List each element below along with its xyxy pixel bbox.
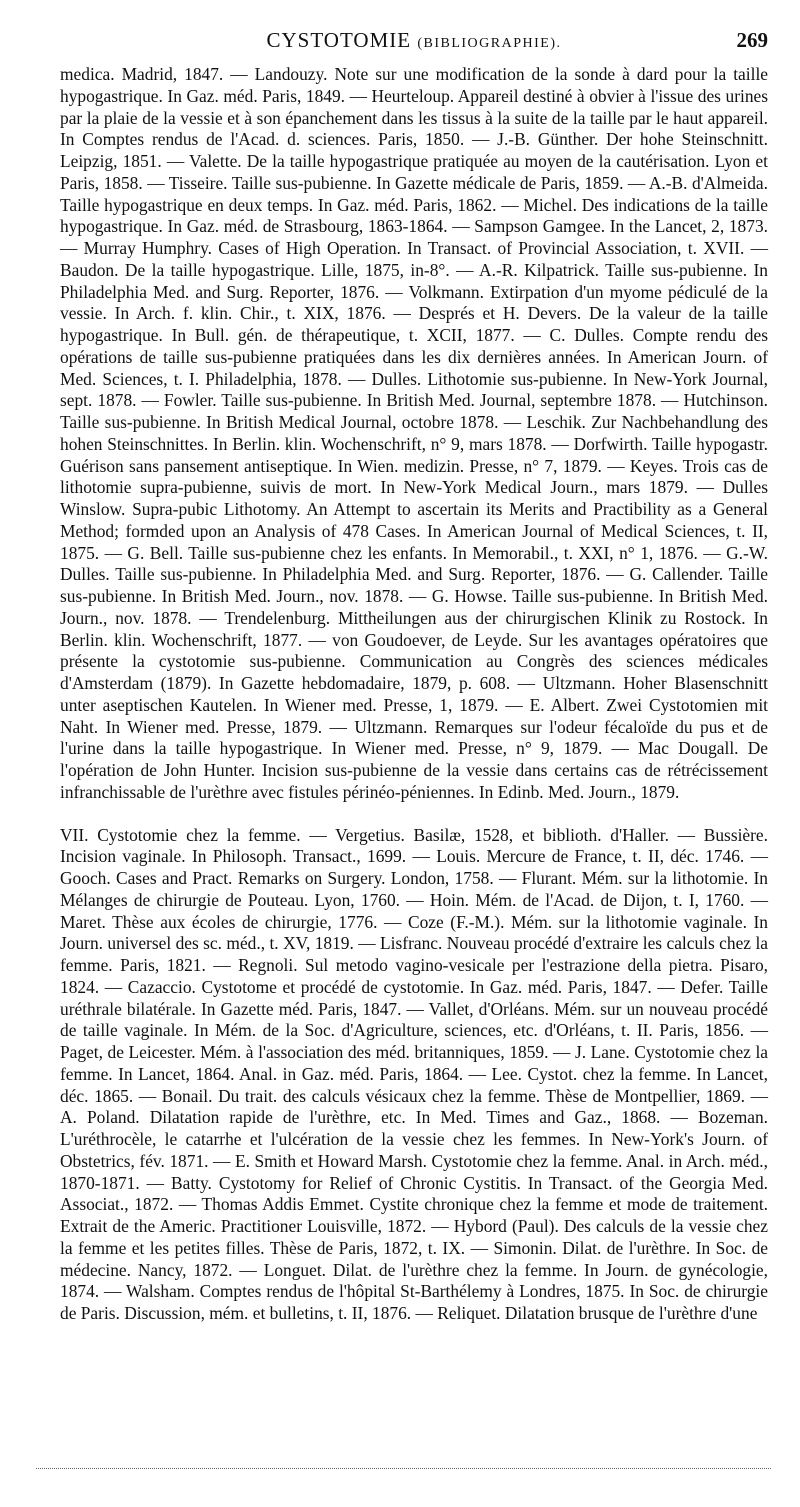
bibliography-body — [60, 64, 768, 1325]
section-vii-paragraph: VII. Cystotomie chez la femme. — Vergetius. Basilæ, 1528, et biblioth. d'Haller. — Bussière. Incision vaginale. In Philosoph. Transact., 1699. — Louis. Mercure de France, t. II, déc. 1746. — Gooch. Cases and Pract. Remarks on Surgery. London, 1758. — Flurant. Mém. sur la lithotomie. In Mélanges de chirurgie de Pouteau. Lyon, 1760. — Hoin. Mém. de l'Acad. de Dijon, t. I, 1760. — Maret. Thèse aux écoles de chirurgie, 1776. — Coze (F.-M.). Mém. sur la lithotomie vaginale. In Journ. universel des sc. méd., t. XV, 1819. — Lisfranc. Nouveau procédé d'extraire les calculs chez la femme. Paris, 1821. — Regnoli. Sul metodo vagino-vesicale per l'estrazione della pietra. Pisaro, 1824. — Cazaccio. Cystotome et procédé de cystotomie. In Gaz. méd. Paris, 1847. — Defer. Taille uréthrale bilatérale. In Gazette méd. Paris, 1847. — Vallet, d'Orléans. Mém. sur un nouveau procédé de taille vaginale. In Mém. de la Soc. d'Agriculture, sciences, etc. d'Orléans, t. II. Paris, 1856. — Paget, de Leicester. Mém. à l'association des méd. britanniques, 1859. — J. Lane. Cystotomie chez la femme. In Lancet, 1864. Anal. in Gaz. méd. Paris, 1864. — Lee. Cystot. chez la femme. In Lancet, déc. 1865. — Bonail. Du trait. des calculs vésicaux chez la femme. Thèse de Montpellier, 1869. — A. Poland. Dilatation rapide de l'urèthre, etc. In Med. Times and Gaz., 1868. — Bozeman. L'uréthrocèle, le catarrhe et l'ulcération de la vessie chez les femmes. In New-York's Journ. of Obstetrics, fév. 1871. — E. Smith et Howard Marsh. Cystotomie chez la femme. Anal. in Arch. méd., 1870-1871. — Batty. Cystotomy for Relief of Chronic Cystitis. In Transact. of the Georgia Med. Associat., 1872. — Thomas Addis Emmet. Cystite chronique chez la femme et mode de traitement. Extrait de the Americ. Practitioner Louisville, 1872. — Hybord (Paul). Des calculs de la vessie chez la femme et les petites filles. Thèse de Paris, 1872, t. IX. — Simonin. Dilat. de l'urèthre. In Soc. de médecine. Nancy, 1872. — Longuet. Dilat. de l'urèthre chez la femme. In Journ. de gynécologie, 1874. — Walsham. Comptes rendus de l'hôpital St-Barthélemy à Londres, 1875. In Soc. de chirurgie de Paris. Discussion, mém. et bulletins, t. II, 1876. — Reliquet. Dilatation brusque de l'urèthre d'une — [60, 824, 768, 1323]
header-subtitle: (BIBLIOGRAPHIE). — [417, 36, 562, 51]
page-number: 269 — [736, 28, 768, 52]
running-title — [60, 28, 768, 53]
bibliography-paragraph: medica. Madrid, 1847. — Landouzy. Note sur une modification de la sonde à dard pour la taille hypogastrique. In Gaz. méd. Paris, 1849. — Heurteloup. Appareil destiné à obvier à l'issue des urines par la plaie de la vessie et à son épanchement dans les tissus à la suite de la taille par le haut appareil. In Comptes rendus de l'Acad. d. sciences. Paris, 1850. — J.-B. Günther. Der hohe Steinschnitt. Leipzig, 1851. — Valette. De la taille hypogastrique pratiquée au moyen de la cautérisation. Lyon et Paris, 1858. — Tisseire. Taille sus-pubienne. In Gazette médicale de Paris, 1859. — A.-B. d'Almeida. Taille hypogastrique en deux temps. In Gaz. méd. Paris, 1862. — Michel. Des indications de la taille hypogastrique. In Gaz. méd. de Strasbourg, 1863-1864. — Sampson Gamgee. In the Lancet, 2, 1873. — Murray Humphry. Cases of High Operation. In Transact. of Provincial Association, t. XVII. — Baudon. De la taille hypogastrique. Lille, 1875, in-8°. — A.-R. Kilpatrick. Taille sus-pubienne. In Philadelphia Med. and Surg. Reporter, 1876. — Volkmann. Extirpation d'un myome pédiculé de la vessie. In Arch. f. klin. Chir., t. XIX, 1876. — Després et H. Devers. De la valeur de la taille hypogastrique. In Bull. gén. de thérapeutique, t. XCII, 1877. — C. Dulles. Compte rendu des opérations de taille sus-pubienne pratiquées dans les dix dernières années. In American Journ. of Med. Sciences, t. I. Philadelphia, 1878. — Dulles. Lithotomie sus-pubienne. In New-York Journal, sept. 1878. — Fowler. Taille sus-pubienne. In British Med. Journal, septembre 1878. — Hutchinson. Taille sus-pubienne. In British Medical Journal, octobre 1878. — Leschik. Zur Nachbehandlung des hohen Steinschnittes. In Berlin. klin. Wochenschrift, n° 9, mars 1878. — Dorfwirth. Taille hypogastr. Guérison sans pansement antiseptique. In Wien. medizin. Presse, n° 7, 1879. — Keyes. Trois cas de lithotomie supra-pubienne, suivis de mort. In New-York Medical Journ., mars 1879. — Dulles Winslow. Supra-pubic Lithotomy. An Attempt to ascertain its Merits and Practibility as a General Method; formded upon an Analysis of 478 Cases. In American Journal of Medical Sciences, t. II, 1875. — G. Bell. Taille sus-pubienne chez les enfants. In Memorabil., t. XXI, n° 1, 1876. — G.-W. Dulles. Taille sus-pubienne. In Philadelphia Med. and Surg. Reporter, 1876. — G. Callender. Taille sus-pubienne. In British Med. Journ., nov. 1878. — G. Howse. Taille sus-pubienne. In British Med. Journ., nov. 1878. — Trendelenburg. Mittheilungen aus der chirurgischen Klinik zu Rostock. In Berlin. klin. Wochenschrift, 1877. — von Goudoever, de Leyde. Sur les avantages opératoires que présente la cystotomie sus-pubienne. Communication au Congrès des sciences médicales d'Amsterdam (1879). In Gazette hebdomadaire, 1879, p. 608. — Ultzmann. Hoher Blasenschnitt unter aseptischen Kautelen. In Wiener med. Presse, 1, 1879. — E. Albert. Zwei Cystotomien mit Naht. In Wiener med. Presse, 1879. — Ultzmann. Remarques sur l'odeur fécaloïde du pus et de l'urine dans la taille hypogastrique. In Wiener med. Presse, n° 9, 1879. — Mac Dougall. De l'opération de John Hunter. Incision sus-pubienne de la vessie dans certains cas de rétrécissement infranchissable de l'urèthre avec fistules périnéo-péniennes. In Edinb. Med. Journ., 1879. — [60, 64, 768, 802]
running-header — [60, 28, 768, 58]
footer-dotted-rule — [36, 1468, 771, 1469]
header-title: CYSTOTOMIE — [266, 28, 412, 52]
